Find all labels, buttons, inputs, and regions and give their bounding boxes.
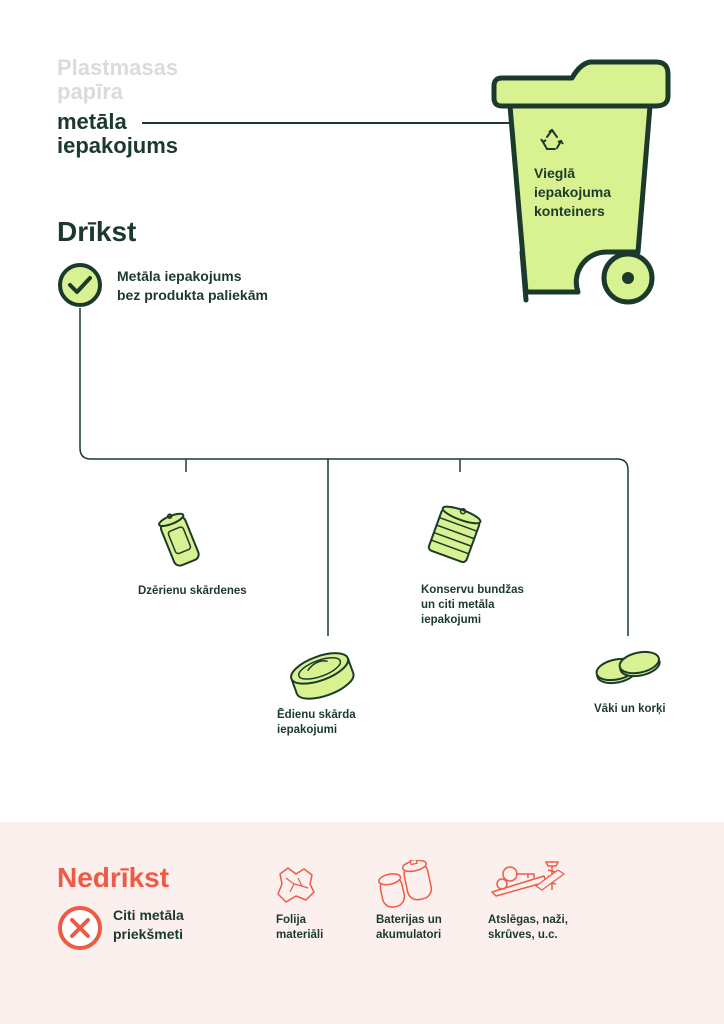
item-food-tins — [277, 708, 356, 738]
item-label-line: Konservu bundžas — [421, 584, 524, 596]
item-keys-knives-screws — [488, 913, 568, 943]
food-tin-icon — [288, 648, 356, 702]
item-label-line: un citi metāla — [421, 599, 495, 611]
category-metal: metāla — [57, 109, 127, 134]
item-label-line: Dzērienu skārdenes — [138, 585, 247, 597]
category-packaging: iepakojums — [57, 133, 179, 158]
item-canned-goods — [421, 583, 524, 628]
category-paper: papīra — [57, 79, 124, 104]
forbidden-heading: Nedrīkst — [57, 862, 170, 893]
forbidden-section — [0, 822, 724, 1024]
bin-label-line: Vieglā — [534, 165, 575, 181]
keys-knives-screws-icon — [488, 856, 568, 902]
item-lids-caps — [594, 702, 666, 717]
forbidden-rule-line: priekšmeti — [113, 926, 184, 942]
allowed-heading: Drīkst — [57, 216, 137, 247]
canned-goods-icon — [424, 504, 486, 568]
bin-label-line: iepakojuma — [534, 184, 612, 200]
lids-caps-icon — [592, 644, 664, 690]
bin-label-line: konteiners — [534, 203, 605, 219]
item-label-line: Folija — [276, 914, 307, 926]
x-circle-icon — [57, 905, 103, 951]
allowed-rule-line: bez produkta paliekām — [117, 287, 268, 303]
item-label-line: Ēdienu skārda — [277, 709, 356, 721]
item-label-line: Atslēgas, naži, — [488, 914, 568, 926]
item-label-line: iepakojumi — [277, 724, 338, 736]
item-label-line: materiāli — [276, 929, 324, 941]
batteries-icon — [374, 860, 438, 908]
item-foil — [276, 913, 323, 943]
item-label-line: akumulatori — [376, 929, 442, 941]
item-batteries — [376, 913, 442, 943]
item-label-line: iepakojumi — [421, 614, 482, 626]
item-drink-cans — [138, 584, 247, 599]
item-label-line: skrūves, u.c. — [488, 929, 558, 941]
item-label-line: Baterijas un — [376, 914, 442, 926]
forbidden-rule — [113, 906, 184, 944]
drink-can-icon — [152, 506, 208, 572]
allowed-rule-line: Metāla iepakojums — [117, 268, 242, 284]
forbidden-rule-line: Citi metāla — [113, 907, 184, 923]
foil-icon — [276, 866, 316, 904]
item-label-line: Vāki un korķi — [594, 703, 666, 715]
category-plastic: Plastmasas — [57, 55, 179, 80]
